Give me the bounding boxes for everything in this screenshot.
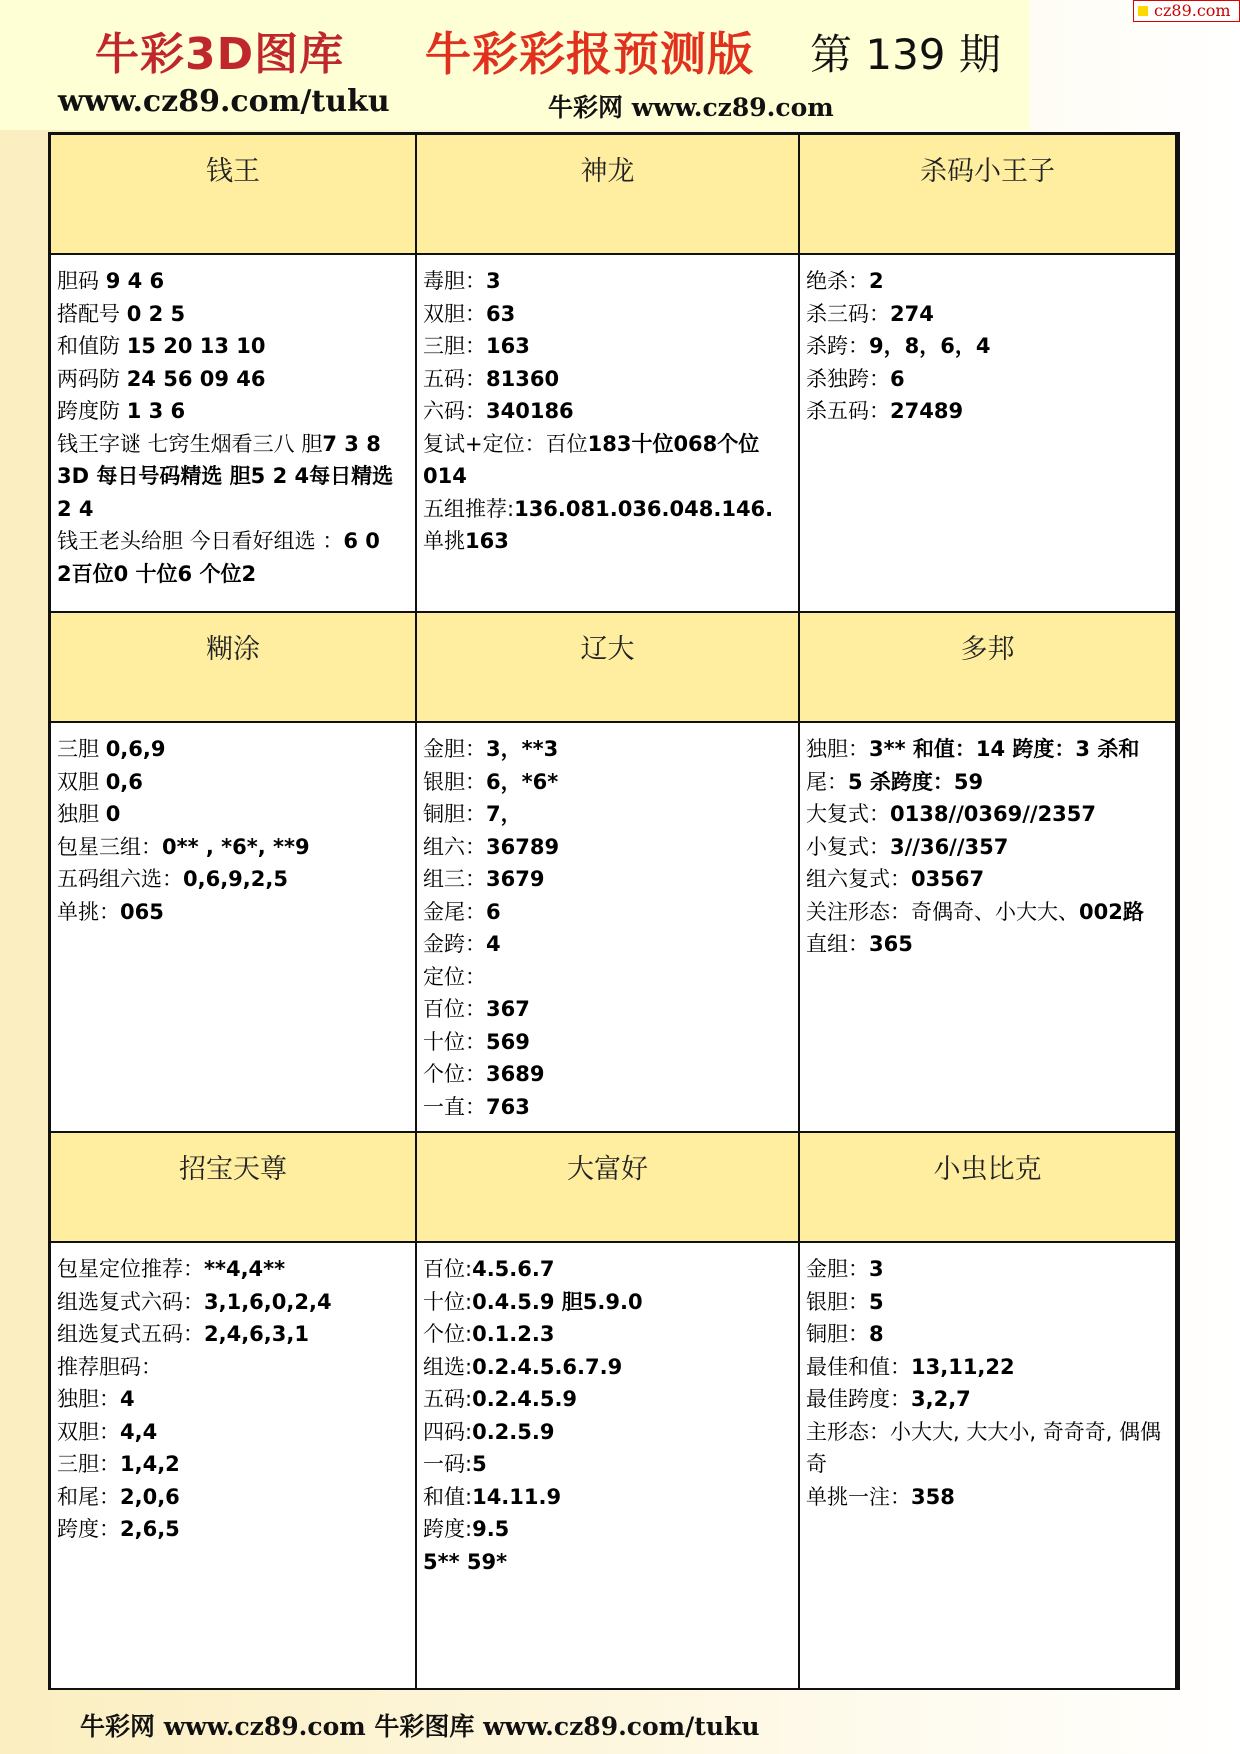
prediction-line (423, 1318, 798, 1351)
line-value: 3,2,7 (911, 1387, 971, 1411)
prediction-line (57, 558, 415, 591)
prediction-line (57, 1318, 415, 1351)
line-label: 毒胆： (423, 269, 486, 293)
prediction-line (806, 330, 1175, 363)
line-label: 钱王字谜 七窍生烟看三八 胆 (57, 431, 323, 456)
line-label: 金胆： (423, 737, 486, 761)
prediction-line (57, 896, 415, 929)
line-value: 0,6,9 (105, 737, 166, 761)
line-label: 六码： (423, 399, 486, 423)
section-title: 小虫比克 (800, 1133, 1177, 1243)
line-label: 百位： (423, 997, 486, 1021)
prediction-line (57, 1253, 415, 1286)
line-value: 2,0,6 (120, 1484, 180, 1509)
line-label: 钱王老头给胆 今日看好组选 ： (57, 529, 344, 553)
prediction-grid (48, 132, 1180, 1690)
prediction-line (423, 428, 798, 461)
prediction-line (423, 298, 798, 331)
site-url[interactable]: 牛彩网 www.cz89.com (548, 93, 834, 122)
line-label: 和尾： (57, 1484, 120, 1509)
prediction-line (57, 298, 415, 331)
prediction-line (423, 928, 798, 961)
line-value: 14.11.9 (472, 1484, 562, 1509)
line-label: 五组推荐: (423, 496, 515, 521)
line-value: 065 (120, 899, 164, 924)
line-value: 7， (486, 802, 522, 826)
badge-text: cz89.com (1154, 1, 1231, 20)
line-value: 03567 (911, 867, 985, 891)
edition-title: 牛彩彩报预测版 (425, 27, 754, 81)
prediction-line (423, 1091, 798, 1124)
line-label: 独胆： (806, 737, 869, 761)
line-value: 358 (911, 1484, 955, 1509)
line-label: 十位： (423, 1029, 486, 1054)
line-label: 双胆 (57, 769, 106, 794)
line-value: 5 (472, 1452, 487, 1476)
line-label: 三胆： (423, 334, 486, 358)
line-label: 三胆 (57, 737, 106, 761)
line-value: 36789 (486, 834, 560, 859)
line-label: 组选复式六码： (57, 1289, 204, 1314)
prediction-line (806, 363, 1175, 396)
prediction-line (423, 1253, 798, 1286)
prediction-line (423, 265, 798, 298)
line-label: 和值: (423, 1484, 473, 1509)
line-label: 一码: (423, 1452, 473, 1476)
line-label: 搭配号 (57, 301, 127, 326)
section-title: 多邦 (800, 613, 1177, 723)
prediction-line (423, 493, 798, 526)
section-title: 大富好 (417, 1133, 800, 1243)
page-header (0, 0, 1030, 130)
line-value: 6 (890, 366, 905, 391)
line-value: 163 (486, 334, 530, 358)
line-label: 十位: (423, 1289, 473, 1314)
line-label: 组选复式五码： (57, 1322, 204, 1346)
prediction-line (806, 298, 1175, 331)
prediction-line (806, 1351, 1175, 1384)
prediction-line (57, 460, 415, 493)
line-value: 1 3 6 (126, 399, 186, 423)
line-label: 包星定位推荐： (57, 1257, 204, 1281)
line-label: 百位: (423, 1257, 473, 1281)
prediction-line (806, 265, 1175, 298)
line-label: 金胆： (806, 1257, 869, 1281)
prediction-line (806, 1318, 1175, 1351)
prediction-line (423, 961, 798, 994)
issue-number: 第 139 期 (810, 30, 1001, 79)
prediction-line (57, 330, 415, 363)
prediction-line (423, 363, 798, 396)
line-value: 3，**3 (486, 737, 559, 761)
line-label: 关注形态：奇偶奇、小大大、 (806, 899, 1079, 924)
line-label: 最佳跨度： (806, 1387, 911, 1411)
line-label: 组六复式： (806, 867, 911, 891)
line-value: 569 (486, 1029, 530, 1054)
line-value: 2百位0 十位6 个位2 (57, 561, 257, 586)
site-badge[interactable] (1133, 0, 1240, 22)
line-value: 0 (105, 802, 121, 826)
line-label: 铜胆： (806, 1322, 869, 1346)
line-label: 金跨： (423, 932, 486, 956)
line-label: 小复式： (806, 834, 890, 859)
prediction-line (423, 460, 798, 493)
line-label: 胆码 (57, 269, 106, 293)
line-label: 双胆： (57, 1419, 120, 1444)
line-value: 81360 (486, 366, 560, 391)
line-label: 尾： (806, 769, 848, 794)
line-value: 0.2.5.9 (472, 1419, 555, 1444)
prediction-line (57, 1416, 415, 1449)
line-label: 五码： (423, 366, 486, 391)
line-label: 杀独跨： (806, 366, 890, 391)
prediction-line (806, 1481, 1175, 1514)
prediction-line (423, 1416, 798, 1449)
prediction-line (423, 395, 798, 428)
line-label: 绝杀： (806, 269, 869, 293)
line-value: 2 4 (57, 496, 94, 521)
line-label: 金尾： (423, 899, 486, 924)
line-label: 跨度： (57, 1517, 120, 1541)
prediction-line (57, 363, 415, 396)
line-label: 五码: (423, 1387, 473, 1411)
prediction-line (423, 525, 798, 558)
prediction-line (57, 766, 415, 799)
prediction-line (806, 395, 1175, 428)
section-body (51, 1243, 417, 1690)
line-label: 主形态：小大大, 大大小, 奇奇奇, 偶偶 (806, 1419, 1162, 1444)
prediction-line (57, 1383, 415, 1416)
line-value: 5 (869, 1289, 884, 1314)
prediction-line (423, 993, 798, 1026)
line-value: 0.2.4.5.9 (472, 1387, 578, 1411)
line-value: 2,6,5 (120, 1517, 180, 1541)
line-value: 0138//0369//2357 (890, 802, 1097, 826)
line-label: 三胆： (57, 1452, 120, 1476)
square-icon (1138, 6, 1148, 16)
section-body (417, 1243, 800, 1690)
prediction-line (57, 493, 415, 526)
line-value: 4 (486, 932, 501, 956)
prediction-line (57, 1286, 415, 1319)
line-value: 5** 59* (423, 1549, 508, 1574)
line-label: 复试+定位：百位 (423, 431, 588, 456)
line-value: 1,4,2 (120, 1452, 180, 1476)
prediction-line (423, 1481, 798, 1514)
line-value: 5 杀跨度：59 (848, 769, 984, 794)
line-label: 独胆 (57, 802, 106, 826)
line-label: 银胆： (806, 1289, 869, 1314)
prediction-line (806, 831, 1175, 864)
line-value: 3//36//357 (890, 834, 1009, 859)
prediction-line (423, 863, 798, 896)
prediction-line (57, 1351, 415, 1384)
line-label: 组三： (423, 867, 486, 891)
line-value: 63 (486, 301, 516, 326)
line-value: 274 (890, 301, 934, 326)
prediction-line (423, 1351, 798, 1384)
line-label: 个位: (423, 1322, 473, 1346)
prediction-line (423, 766, 798, 799)
line-value: 27489 (890, 399, 964, 423)
prediction-line (806, 1253, 1175, 1286)
prediction-line (57, 831, 415, 864)
line-label: 大复式： (806, 802, 890, 826)
line-value: 7 3 8 (322, 431, 381, 456)
prediction-line (423, 1546, 798, 1579)
prediction-line (57, 265, 415, 298)
prediction-line (57, 525, 415, 558)
footer-urls[interactable]: 牛彩网 www.cz89.com 牛彩图库 www.cz89.com/tuku (80, 1712, 760, 1741)
line-value: 163 (465, 529, 509, 553)
line-label: 五码组六选： (57, 867, 183, 891)
line-label: 独胆： (57, 1387, 120, 1411)
prediction-line (806, 733, 1175, 766)
prediction-line (57, 1448, 415, 1481)
prediction-line (57, 1481, 415, 1514)
line-value: 3689 (486, 1062, 545, 1086)
prediction-line (423, 1026, 798, 1059)
line-label: 和值防 (57, 334, 127, 358)
line-value: 3** 和值：14 跨度：3 杀和 (869, 737, 1140, 761)
line-value: 15 20 13 10 (126, 334, 266, 358)
line-value: 6 0 (343, 529, 380, 553)
line-value: 6 (486, 899, 501, 924)
line-value: **4,4** (204, 1257, 286, 1281)
line-label: 银胆： (423, 769, 486, 794)
prediction-line (423, 831, 798, 864)
line-value: 0 2 5 (126, 301, 186, 326)
line-label: 跨度: (423, 1517, 473, 1541)
line-value: 183十位068个位 (587, 431, 760, 456)
line-label: 两码防 (57, 366, 127, 391)
line-label: 跨度防 (57, 399, 127, 423)
line-value: 0,6,9,2,5 (183, 867, 288, 891)
line-label: 单挑 (423, 529, 465, 553)
prediction-line (57, 798, 415, 831)
prediction-line (423, 1513, 798, 1546)
line-value: 4.5.6.7 (472, 1257, 555, 1281)
line-label: 包星三组： (57, 834, 162, 859)
prediction-line (57, 733, 415, 766)
line-label: 杀跨： (806, 334, 869, 358)
section-title: 招宝天尊 (51, 1133, 417, 1243)
line-value: 24 56 09 46 (126, 366, 266, 391)
section-body (51, 255, 417, 613)
line-label: 铜胆： (423, 802, 486, 826)
line-label: 奇 (806, 1452, 827, 1476)
line-value: 9，8，6，4 (869, 334, 991, 358)
prediction-line (57, 428, 415, 461)
section-body (800, 1243, 1177, 1690)
line-value: 6，*6* (486, 769, 559, 794)
line-label: 最佳和值： (806, 1354, 911, 1379)
prediction-line (423, 798, 798, 831)
prediction-line (806, 1383, 1175, 1416)
line-label: 杀五码： (806, 399, 890, 423)
prediction-line (806, 863, 1175, 896)
section-body (417, 255, 800, 613)
section-body (417, 723, 800, 1133)
line-value: 2 (869, 269, 884, 293)
prediction-line (423, 330, 798, 363)
prediction-line (806, 928, 1175, 961)
prediction-line (423, 1058, 798, 1091)
prediction-line (57, 1513, 415, 1546)
line-value: 2,4,6,3,1 (204, 1322, 309, 1346)
line-value: 4 (120, 1387, 135, 1411)
prediction-line (806, 1416, 1175, 1449)
tuku-url[interactable]: www.cz89.com/tuku (58, 84, 390, 119)
line-label: 个位： (423, 1062, 486, 1086)
line-value: 3 (869, 1257, 884, 1281)
line-label: 直组： (806, 932, 869, 956)
section-title: 辽大 (417, 613, 800, 723)
prediction-line (423, 1383, 798, 1416)
line-value: 0,6 (105, 769, 143, 794)
line-value: 3D 每日号码精选 胆5 2 4每日精选 (57, 464, 394, 488)
line-value: 763 (486, 1094, 530, 1119)
section-body (800, 255, 1177, 613)
section-title: 糊涂 (51, 613, 417, 723)
line-label: 定位： (423, 964, 486, 989)
section-title: 杀码小王子 (800, 135, 1177, 255)
section-body (51, 723, 417, 1133)
line-value: 014 (423, 464, 467, 488)
line-label: 单挑： (57, 899, 120, 924)
line-value: 367 (486, 997, 530, 1021)
prediction-line (57, 395, 415, 428)
line-label: 单挑一注： (806, 1484, 911, 1509)
section-body (800, 723, 1177, 1133)
prediction-line (806, 798, 1175, 831)
brand-title: 牛彩3D图库 (95, 29, 345, 80)
prediction-line (806, 1286, 1175, 1319)
prediction-line (423, 896, 798, 929)
section-title: 神龙 (417, 135, 800, 255)
prediction-line (423, 733, 798, 766)
line-value: 340186 (486, 399, 574, 423)
line-value: 365 (869, 932, 913, 956)
prediction-line (423, 1286, 798, 1319)
line-value: 0** , *6*, **9 (162, 834, 310, 859)
prediction-line (806, 766, 1175, 799)
line-value: 002路 (1079, 899, 1144, 924)
line-label: 双胆： (423, 301, 486, 326)
line-value: 13,11,22 (911, 1354, 1015, 1379)
line-label: 一直： (423, 1094, 486, 1119)
line-value: 4,4 (120, 1419, 158, 1444)
prediction-line (806, 896, 1175, 929)
prediction-line (806, 1448, 1175, 1481)
line-value: 9 4 6 (105, 269, 165, 293)
line-value: 3679 (486, 867, 545, 891)
line-value: 3,1,6,0,2,4 (204, 1289, 332, 1314)
line-value: 0.1.2.3 (472, 1322, 555, 1346)
line-value: 136.081.036.048.146. (514, 496, 774, 521)
line-label: 杀三码： (806, 301, 890, 326)
line-label: 四码: (423, 1419, 473, 1444)
line-value: 8 (869, 1322, 884, 1346)
section-title: 钱王 (51, 135, 417, 255)
line-label: 组六： (423, 834, 486, 859)
line-value: 3 (486, 269, 501, 293)
prediction-line (57, 863, 415, 896)
line-label: 推荐胆码： (57, 1354, 162, 1379)
line-value: 0.4.5.9 胆5.9.0 (472, 1289, 643, 1314)
line-value: 0.2.4.5.6.7.9 (472, 1354, 623, 1379)
line-value: 9.5 (472, 1517, 510, 1541)
prediction-line (423, 1448, 798, 1481)
line-label: 组选: (423, 1354, 473, 1379)
